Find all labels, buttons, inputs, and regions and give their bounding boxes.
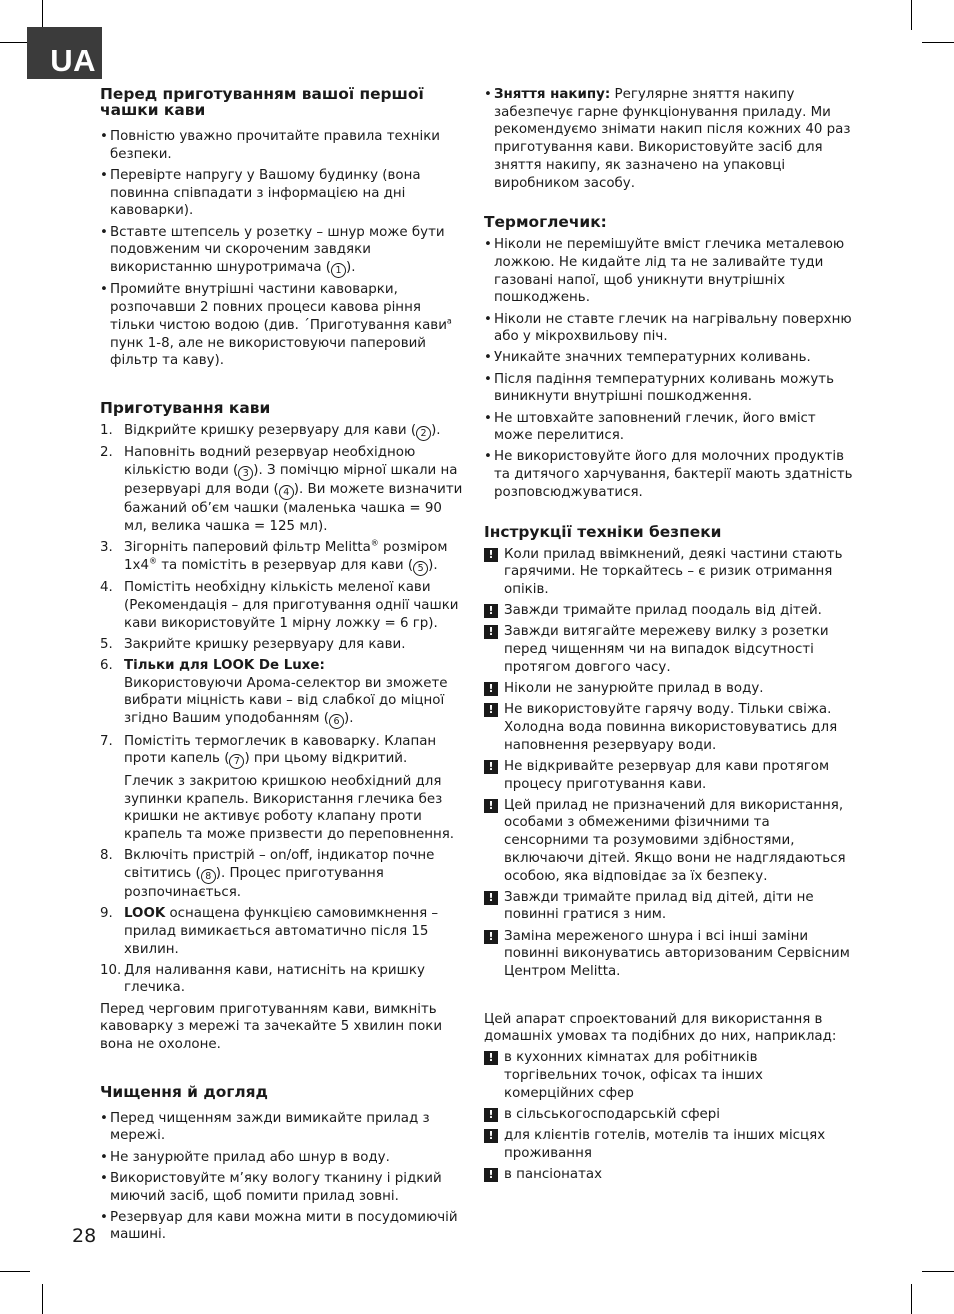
step-item: 10. Для наливання кави, натисніть на кришку глечика. <box>100 962 425 996</box>
safety-item: ! Заміна мереженого шнура і всі інші заміни повинні виконуватись авторизованим Сервісним Центром Melitta. <box>484 928 854 981</box>
warning-icon: ! <box>484 760 498 774</box>
figure-ref-icon: 7 <box>229 754 244 769</box>
list-item: • Зняття накипу: Регулярне зняття накипу забезпечує гарне функціонування приладу. Ми рекомендуємо знімати накип після кожних 40 раз приготування кави. Використовуйте засіб для зняття накипу, як зазначено на упаковці виробником засобу. <box>484 87 851 191</box>
warning-icon: ! <box>484 703 498 717</box>
step-note: Глечик з закритою кришкою необхідний для зупинки крапель. Використання глечика без кришки не активує роботу клапану проти крапель та може призвести до переповнення. <box>124 773 455 842</box>
crop-mark <box>922 42 954 43</box>
figure-ref-icon: 2 <box>416 426 431 441</box>
step-item: 6. Тільки для LOOK De Luxe: Використовуючи Арома-селектор ви зможете вибрати міцність кави – від слабкої до міцної згідно Вашим уподобанням ( 6 ). <box>100 658 448 728</box>
warning-icon: ! <box>484 1129 498 1143</box>
list-item: • Перед чищенням зажди вимикайте прилад з мережі. <box>100 1110 430 1144</box>
list-item: • Повністю уважно прочитайте правила техніки безпеки. <box>100 129 440 162</box>
step-item: 3. Зігорніть паперовий фільтр Melitta® розміром 1x4® та помістіть в резервуар для кави ( 5 ). <box>100 538 448 574</box>
usage-item: ! в кухонних кімнатах для робітників торгівельних точок, офісах та інших комерційних сфер <box>484 1049 854 1102</box>
step-item: 7. Помістіть термоглечик в кавоварку. Клапан проти капель ( 7 ) при цьому відкритий. <box>100 733 437 768</box>
list-item: • Не занурюйте прилад або шнур в воду. <box>100 1149 390 1165</box>
list-item: • Не використовуйте його для молочних продуктів та дитячого харчування, бактерії мають здатність розповсюджуватися. <box>484 449 853 500</box>
step-item: 1. Відкрийте кришку резервуару для кави ( 2 ). <box>100 422 441 439</box>
crop-mark <box>911 1284 912 1314</box>
figure-ref-icon: 8 <box>201 869 216 884</box>
warning-icon: ! <box>484 930 498 944</box>
usage-item: ! в сільськогосподарській сфері <box>484 1106 854 1124</box>
crop-mark <box>42 1284 43 1314</box>
safety-item: ! Завжди тримайте прилад поодаль від дітей. <box>484 602 854 620</box>
page-number: 28 <box>72 1225 97 1247</box>
crop-mark <box>42 0 43 30</box>
warning-icon: ! <box>484 1168 498 1182</box>
figure-ref-icon: 1 <box>331 263 346 278</box>
step-item: 2. Наповніть водний резервуар необхідною кількістю води ( 3 ). З помічцю мірної шкали на резервуарі для води ( 4 ). Ви можете визначити бажаний об’єм чашки (маленька чашка = 90 мл, велика чашка = 125 мл). <box>100 445 463 534</box>
safety-item: ! Не використовуйте гарячу воду. Тільки свіжа. Холодна вода повинна використовуватись для наповнення резервуару води. <box>484 701 854 754</box>
safety-item: ! Цей прилад не призначений для використання, особами з обмеженими фізичними та сенсорними та розумовими здібностями, включаючи дітей. Якщо вони не надглядаються особою, яка відповідає за їх безпеку. <box>484 797 854 886</box>
list-item: • Промийте внутрішні частини кавоварки, розпочавши 2 повних процеси кавова ріння тільки чистою водою (див. ´Приготування кави$^a$ пунк 1-8, але не використовуючи паперовий фільтр та каву). <box>100 282 452 369</box>
usage-item: ! для клієнтів готелів, мотелів та інших місцях проживання <box>484 1127 854 1162</box>
section-title-before-first: Перед приготуванням вашої першої чашки кави <box>100 85 424 119</box>
step-item: 4. Помістіть необхідну кількість меленої кави (Рекомендація – для приготування однії чашки кави використовуйте 1 мірну ложку = 6 гр). <box>100 580 459 631</box>
figure-ref-icon: 4 <box>279 485 294 500</box>
warning-icon: ! <box>484 1108 498 1122</box>
section-title-safety: Інструкції техніки безпеки <box>484 522 722 541</box>
figure-ref-icon: 6 <box>329 714 344 729</box>
crop-mark <box>911 0 912 30</box>
safety-item: ! Коли прилад ввімкнений, деякі частини стають гарячими. Не торкайтесь – є ризик отримання опіків. <box>484 546 854 599</box>
warning-icon: ! <box>484 799 498 813</box>
crop-mark <box>0 42 30 43</box>
usage-item: ! в пансіонатах <box>484 1166 854 1184</box>
right-column <box>484 86 854 1184</box>
list-item: • Ніколи не ставте глечик на нагрівальну поверхню або у мікрохвильову піч. <box>484 311 852 345</box>
list-item: • Вставте штепсель у розетку – шнур може бути подовженим чи скороченим завдяки використанню шнуротримача ( 1 ). <box>100 224 445 276</box>
safety-item: ! Завжди тримайте прилад від дітей, діти не повинні гратися з ним. <box>484 889 854 924</box>
language-badge: UA <box>27 27 102 79</box>
step-item: 8. Включіть пристрій – on/off, індикатор почне світитись ( 8 ). Процес приготування розпочинається. <box>100 848 435 900</box>
warning-icon: ! <box>484 604 498 618</box>
list-item: • Не штовхайте заповнений глечик, його вміст може перелитися. <box>484 410 816 444</box>
warning-icon: ! <box>484 891 498 905</box>
left-column <box>100 86 468 1244</box>
list-item: • Резервуар для кави можна мити в посудомиючій машині. <box>100 1209 458 1243</box>
section-title-making: Приготування кави <box>100 398 271 417</box>
section-title-cleaning: Чищення й догляд <box>100 1082 268 1101</box>
warning-icon: ! <box>484 1051 498 1065</box>
list-item: • Ніколи не перемішуйте вміст глечика металевою ложкою. Не кидайте лід та не заливайте туди газовані напої, щоб уникнути внутрішніх пошкоджень. <box>484 237 845 306</box>
list-item: • Перевірте напругу у Вашому будинку (вона повинна співпадати з інформацією на дні кавоварки). <box>100 167 421 219</box>
usage-intro: Цей апарат спроектований для використання в домашніх умовах та подібних до них, наприклад: <box>484 1011 837 1045</box>
crop-mark <box>0 1271 30 1272</box>
safety-item: ! Ніколи не занурюйте прилад в воду. <box>484 680 854 698</box>
making-note: Перед черговим приготуванням кави, вимкніть кавоварку з мережі та зачекайте 5 хвилин поки вона не охолоне. <box>100 1001 443 1053</box>
step-item: 5. Закрийте кришку резервуару для кави. <box>100 636 406 652</box>
figure-ref-icon: 3 <box>238 466 253 481</box>
figure-ref-icon: 5 <box>413 561 428 576</box>
crop-mark <box>922 1271 954 1272</box>
section-title-jug: Термоглечик: <box>484 213 607 232</box>
safety-item: ! Завжди витягайте мережеву вилку з розетки перед чищенням чи на випадок відсутності протягом довгого часу. <box>484 623 854 676</box>
list-item: • Уникайте значних температурних коливань. <box>484 350 811 366</box>
list-item: • Після падіння температурних коливань можуть виникнути внутрішні пошкодження. <box>484 371 835 405</box>
step-item: 9. LOOK оснащена функцією самовимкнення – прилад вимикається автоматично після 15 хвилин. <box>100 906 439 957</box>
warning-icon: ! <box>484 548 498 562</box>
warning-icon: ! <box>484 625 498 639</box>
list-item: • Використовуйте м’яку вологу тканину і рідкий миючий засіб, щоб помити прилад зовні. <box>100 1170 442 1204</box>
safety-item: ! Не відкривайте резервуар для кави протягом процесу приготування кави. <box>484 758 854 793</box>
warning-icon: ! <box>484 682 498 696</box>
